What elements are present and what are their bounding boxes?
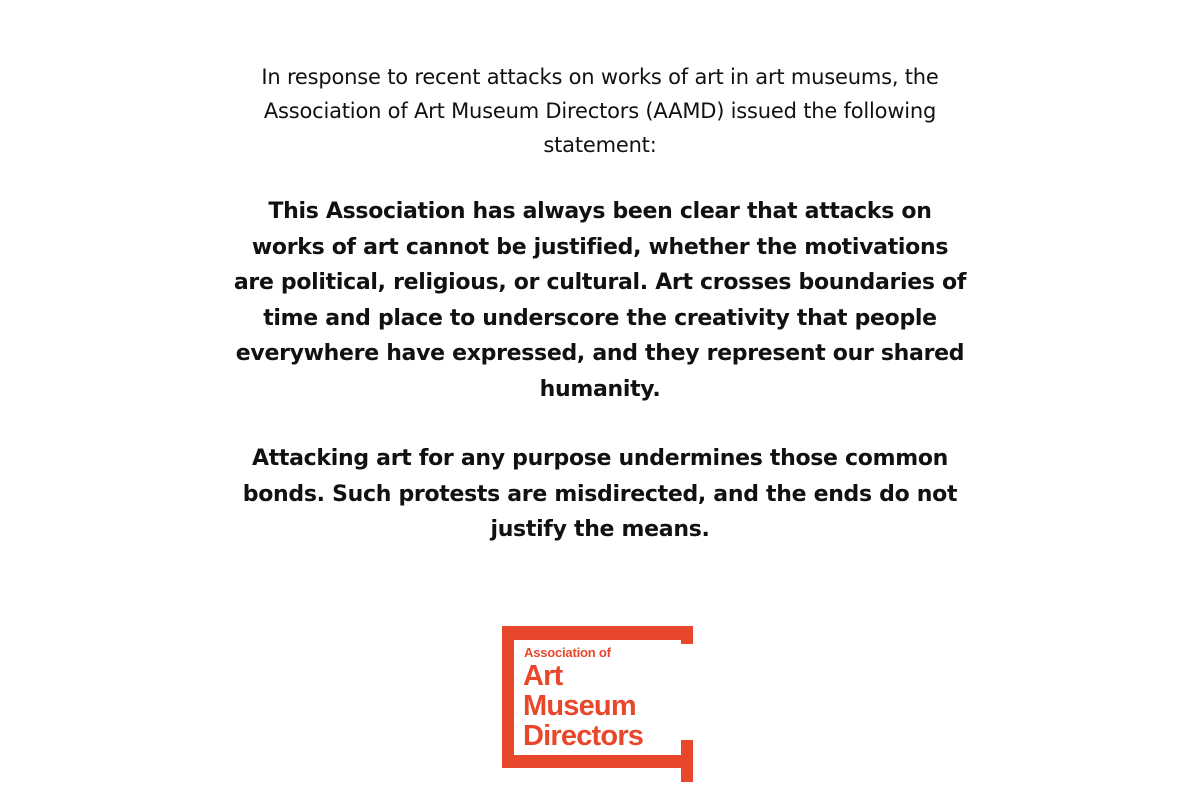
- logo-text-art: Art: [523, 660, 563, 692]
- statement-paragraph-2: Attacking art for any purpose undermines those common bonds. Such protests are misdirected, and the ends do not justify the means.: [242, 446, 958, 542]
- logo-text-association-of: Association of: [524, 645, 611, 660]
- logo-frame-gap: [681, 644, 693, 740]
- logo-text-directors: Directors: [523, 720, 644, 752]
- logo-text-museum: Museum: [523, 690, 636, 722]
- intro-text: In response to recent attacks on works of art in art museums, the Association of Art Museum Directors (AAMD) issued the following statement:: [261, 65, 939, 157]
- aamd-logo: [502, 626, 693, 768]
- statement-paragraph-1: This Association has always been clear that attacks on works of art cannot be justified, whether the motivations are political, religious, or cultural. Art crosses boundaries of time and place to underscore the creativity that people everywhere have expressed, and they represent our shared humanity.: [233, 199, 967, 402]
